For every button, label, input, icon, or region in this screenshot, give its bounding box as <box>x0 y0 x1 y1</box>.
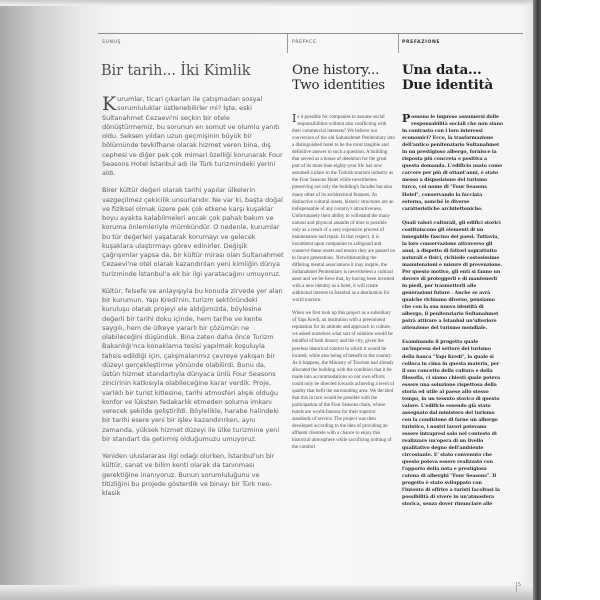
italian-paragraph-3: Esaminando il progetto quale un'impresa del settore del turismo della banca "Yapı Kredi", la quale si colloca in cima in questa materia, per il suo concetto della cultura e della filosofia, ci siamo chiesti quale poteva essere una soluzione rispettosa della storia ed utile al paese allo stesso tempo, in un tessuto storico di questo valore. L'edificio essendo già stato assegnato dal ministero del turismo con la condizione di farne un albergo turistico, i nostri lavori potevano essere intrapresi solo nel contesto di realizzare un'opera di un livello qualitativo degno dell'ambiente circostante. E' stato convenuto che questo poteva essere realizzato con l'apporto della nota e prestigiosa catena di alberghi "Four Seasons". Il progetto è stato sviluppato con l'intento di offrire a turisti facoltosi la possibilità di vivere in un'atmosfera storica, senza dover rinunciare alle <box>402 340 501 508</box>
italian-column <box>402 114 503 516</box>
turkish-paragraph-2: Birer kültür değeri olarak tarihi yapılar ülkelerin vazgeçilmez çekicilik unsurlarıdır. Ne var ki, başta doğal ve fiziksel olmak üzere pek çok etkene karşı kuşaklar boyu ayakta kalabilmeleri ancak çok pahalı bakım ve koruma önlemleriyle mümkündür. O nedenle, kurumlar bu tür değerleri yaşatarak korumayı ve gelecek kuşaklara ulaştırmayı görev edinirler. Değişik çağrışımlar yapsa da, bir kültür mirası olan Sultanahmet Cezaevi'ne otel olarak kazandırılan yeni kimliğin dünya turizminde İstanbul'a ek bir ilgi yaratacağını umuyoruz. <box>102 186 284 278</box>
column-divider-italian <box>398 33 399 53</box>
italian-dropcap: P <box>402 112 411 125</box>
italian-title-line2: Due identità <box>402 77 493 94</box>
italian-title-line1: Una data... <box>402 62 482 78</box>
scan-background <box>541 0 600 600</box>
italian-paragraph-2: Quali valori culturali, gli edifici storici costituiscono gli elementi di un innegabile fascino dei paesi. Tuttavia, la loro conservazione attraverso gli anni, a dispetto di fattori soprattutto naturali e fisici, richiede costosissime manutenzioni e misure di prevenzione. Per questo motivo, gli enti si fanno un dovere di proteggerli e di mantenerli in piedi, per trasmetterli alle generazioni future . Anche se avrà qualche richiamo diverso, pensiamo che con la sua nuova identità di albergo, il penitenziario Sultanahmet potrà attirare a Istanbul un'ulteriore attenzione del turismo mondiale. <box>402 220 503 332</box>
section-label-italian: PREFAZIONE <box>402 40 441 45</box>
page-bottom-shadow <box>0 585 533 600</box>
page-top-shadow <box>0 0 533 6</box>
english-column <box>292 114 395 457</box>
turkish-paragraph-1 <box>102 95 284 178</box>
italian-paragraph-1 <box>402 114 503 213</box>
section-label-english: PREFACE <box>292 40 317 45</box>
english-paragraph-1 <box>292 114 395 304</box>
turkish-paragraph-3: Kültür, felsefe ve anlayışıyla bu konuda zirvede yer alan bir kurumun, Yapı Kredi'nin, turizm sektöründeki kuruluşu olarak projeyi ele aldığımızda, böylesine değerli bir tarihi doku içinde, hem tarihe ve kente saygılı, hem de ülkeye yararlı bir çözümün ne olabileceğini düşündük. Bina zaten daha önce Turizm Bakanlığı'nca konaklama tesisi yapılmak koşuluyla tahsis edildiği için, çalışmalarımız çevreye yakışan bir düzeyi gerçekleştirme yönünde olabilirdi. Bunu da, üstün hizmet standartıyla dünyaca ünlü Four Seasons zincirinin katkısıyla olabileceğine karar verdik. Proje, varlıklı bir turist kitlesine, tarihi atmosferi alışık olduğu konfor ve lüksten fedakarlık etmeden soluma imkanı verecek şekilde geliştirildi. Böylelikle, harabe halindeki bir tarihi esere yeni bir işlev kazandırırken, aynı zamanda, yüksek hizmet düzeyi ile ülke turizmine yeni bir standart da getirmiş olduğumuzu umuyoruz. <box>102 286 283 443</box>
italian-paragraph-1-text: ossono le imprese assumersi delle responsabilità sociali che non siano in contrasto con i loro interessi economici? Ecco, la trasformazione dell'antico penitenziario Sultanahmet in un prestigioso albergo, fornisce la risposta più concreta e positiva a questa domanda. L'edificio usato come carcere per più di ottant'anni, è stato messo a disposizione del turismo turco, col nome di "Four Seasons Hotel", conservando la facciata esterna, nonché le diverse caratteristiche architettoniche. <box>402 115 503 212</box>
english-paragraph-1-text: s it possible for companies to assume social responsibilities without also conflicting with their commercial interests? We believe our conversion of the old Sultanahmet Penitentiary into a distinguished hotel to be the most tangible and definitive answer to such a question. A building that served as a house of detention for the great part of its more than eighty-year life has now assumed a place in the Turkish tourism industry as the Four Seasons Hotel while nevertheless preserving not only the building's facades but also many other of its architectural features. As distinctive cultural assets, historic structures are an indispensable of any country's attractiveness. Unfortunately their ability to withstand the many natural and physical assaults of time is possible only as a result of a very expensive process of maintenance and repair. In that respect, it is incumbent upon companies to safeguard and conserve these assets and ensure they are passed on to future generations. Notwithstanding the differing mental associations it may inspire, the Sultanahmet Penitentiary is nevertheless a cultural asset and we be-lieve that, by having been invested with a new identity as a hotel, it will create additional interest in İstanbul as a destination for world tourism. <box>292 114 395 304</box>
english-title-line2: Two identities <box>292 78 385 94</box>
page-number: 5 <box>518 583 521 588</box>
english-title <box>292 63 385 94</box>
turkish-paragraph-4: Yeniden uluslararası ilgi odağı olurken, İstanbul'un bir kültür, sanat ve bilim kenti olarak da tanınması gerektiğine inanıyoruz. Bunun sorumluluğunu ve titizliğini bu projede gösterdik ve binayı bir Türk neo-klasik <box>102 452 275 497</box>
english-dropcap: I <box>292 112 297 125</box>
turkish-dropcap: K <box>102 93 117 115</box>
english-title-line1: One history... <box>292 63 380 78</box>
section-label-turkish: SUNUŞ <box>102 40 121 45</box>
italian-title <box>402 63 493 94</box>
header-rule <box>98 33 523 34</box>
turkish-title: Bir tarih... İki Kimlik <box>101 63 251 79</box>
english-paragraph-2: When we first took up this project as a subsidiary of Yapı Kredi, an institution with a preeminent reputation for its attitude and approach to culture, we asked ourselves what sort of solution would be mindful of both history and the city, given the peerless historical context in which it would be located, while also being of benefit to the country. As it happens, the Ministry of Tourism had already allocated the building with the condition that it be made into accommodations so our own efforts could only be directed towards achieving a level of quality that befit the surrounding area. We decided that this in turn would be possible with the participation of the Four Seasons chain, whose hotels are world-famous for their superior standards of service. The project was then developed according to the idea of providing an affluent clientele with a chance to enjoy this historical atmosphere while sacrificing nothing of the comfort <box>292 310 395 451</box>
book-gutter-shadow <box>533 0 541 600</box>
turkish-column <box>102 95 284 506</box>
page-number-rule <box>516 582 517 592</box>
turkish-paragraph-1-text: urumlar, ticari çıkarları ile çatışmadan sosyal sorumluluklar üstlenebilirler mi? İşte, eski Sultanahmet Cezaevi'ni seçkin bir otele dönüştürmemiz, bu sorunun en somut ve olumlu yanıtı oldu. Seksen yıldan uzun geçmişinin büyük bir bölümünde tevkifhane olarak hizmet veren bina, dış cephesi ve diğer pek çok mimari özelliği korunarak Four Seasons Hotel İstanbul adı ile Türk turizmindeki yerini aldı. <box>102 95 283 177</box>
column-divider-english <box>287 33 288 53</box>
